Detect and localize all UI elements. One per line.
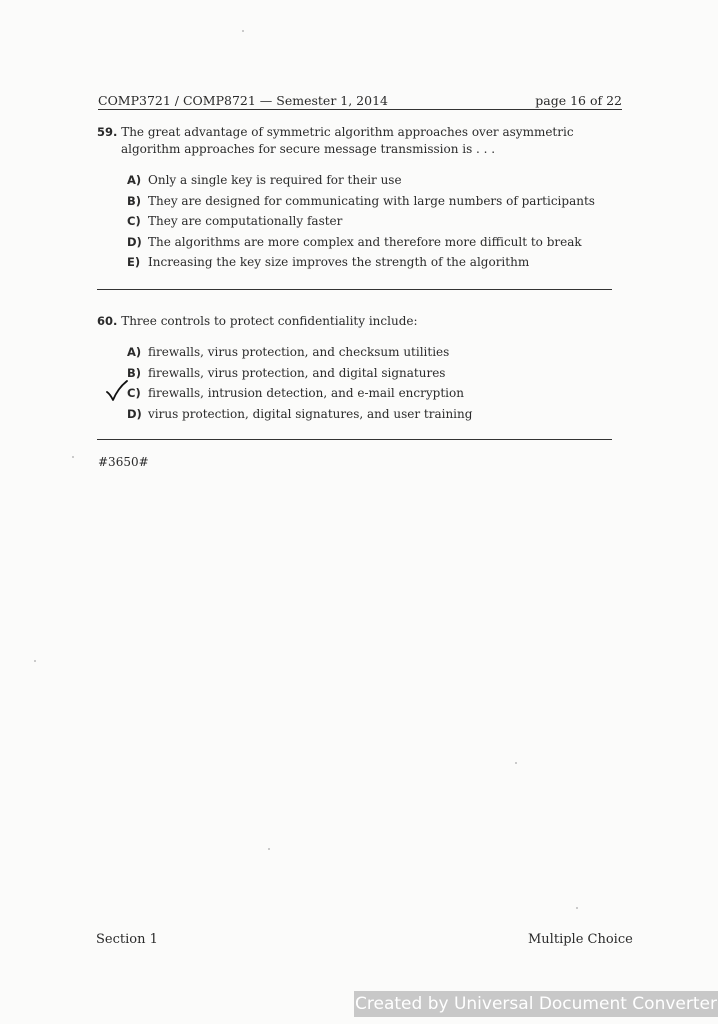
option-text: firewalls, intrusion detection, and e-mail encryption [148, 386, 464, 400]
option-text: They are designed for communicating with large numbers of participants [148, 193, 595, 208]
page-number: page 16 of 22 [535, 93, 622, 108]
footer-section: Section 1 [96, 932, 158, 947]
option-d [97, 404, 622, 425]
option-text: firewalls, virus protection, and checksum utilities [148, 345, 450, 359]
option-letter: B) [127, 365, 142, 380]
option-text: Only a single key is required for their use [148, 173, 402, 187]
checkmark-icon [105, 379, 129, 403]
option-list [97, 342, 622, 424]
option-b [97, 191, 622, 212]
scan-speck [268, 848, 270, 850]
scan-speck [34, 660, 36, 662]
option-text: Increasing the key size improves the strength of the algorithm [148, 255, 530, 269]
question-59 [97, 124, 622, 273]
option-text: virus protection, digital signatures, and user training [148, 406, 473, 421]
scan-speck [576, 907, 578, 909]
option-list [97, 170, 622, 273]
scan-speck [242, 30, 244, 32]
converter-watermark: Created by Universal Document Converter [354, 991, 718, 1017]
option-letter: B) [127, 193, 142, 208]
option-letter: A) [127, 173, 142, 187]
scan-speck [72, 456, 74, 458]
option-letter: C) [127, 214, 141, 228]
option-c [97, 211, 622, 232]
question-code: #3650# [98, 455, 149, 469]
option-c [97, 383, 622, 404]
option-a [97, 342, 622, 363]
option-letter: D) [127, 234, 142, 249]
scan-speck [515, 762, 517, 764]
option-text: They are computationally faster [148, 214, 343, 228]
option-d [97, 232, 622, 253]
option-b [97, 363, 622, 384]
option-e [97, 252, 622, 273]
option-letter: A) [127, 345, 142, 359]
question-stem [97, 313, 622, 330]
option-text: firewalls, virus protection, and digital signatures [148, 365, 446, 380]
question-text: The great advantage of symmetric algorithm approaches over asymmetric algorithm approaches for secure message transmission is . . . [121, 125, 574, 156]
question-number: 59. [97, 125, 118, 139]
question-60 [97, 313, 622, 424]
footer-type: Multiple Choice [528, 932, 633, 947]
question-number: 60. [97, 314, 118, 328]
option-a [97, 170, 622, 191]
option-letter: E) [127, 255, 141, 269]
option-letter: C) [127, 386, 141, 400]
question-stem [97, 124, 622, 158]
header-divider [98, 109, 622, 110]
option-letter: D) [127, 406, 142, 421]
question-text: Three controls to protect confidentiality include: [121, 314, 418, 328]
course-title: COMP3721 / COMP8721 — Semester 1, 2014 [98, 93, 388, 108]
option-text: The algorithms are more complex and therefore more difficult to break [148, 234, 582, 249]
question-divider [97, 289, 612, 290]
question-divider [97, 439, 612, 440]
